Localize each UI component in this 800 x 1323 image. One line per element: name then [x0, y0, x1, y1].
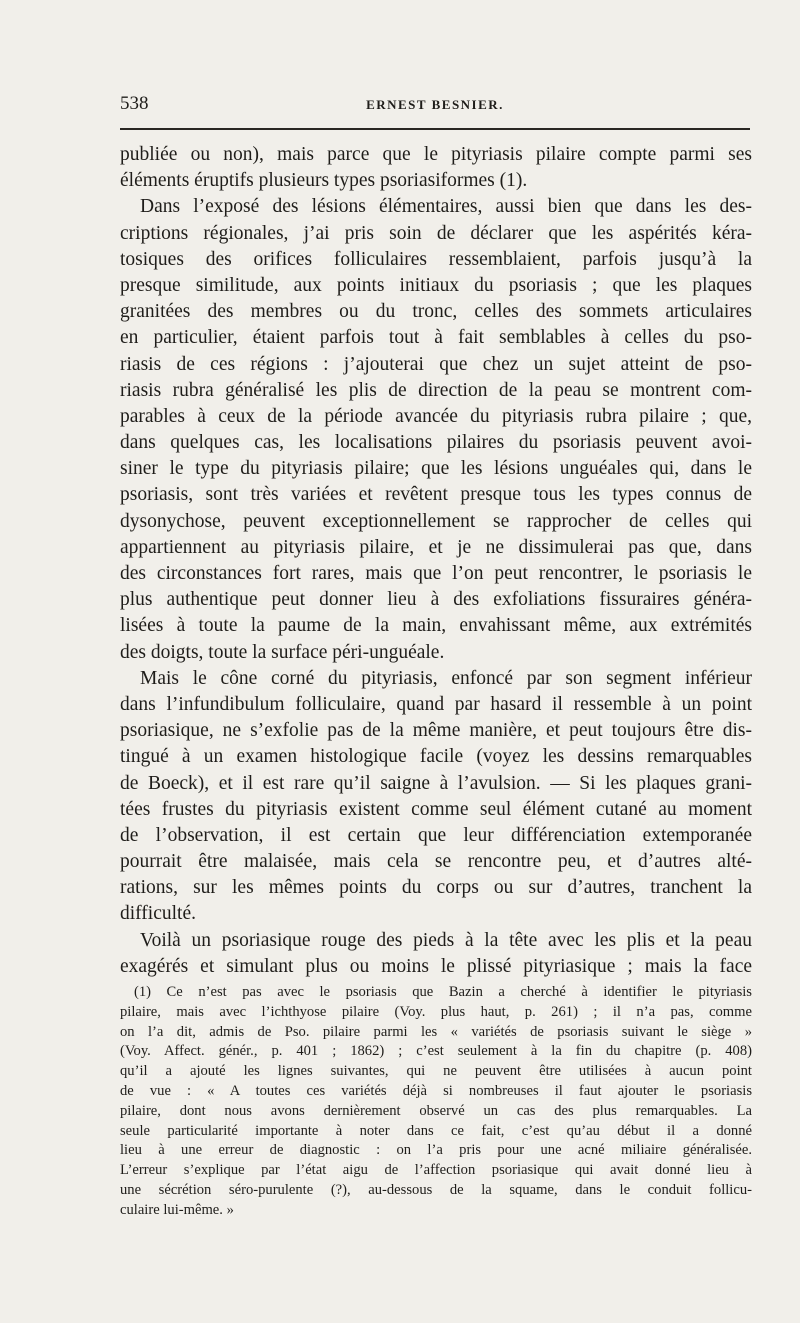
text-line: tingué à un examen histologique facile (voyez les dessins remarquables	[120, 746, 752, 768]
text-line: psoriasis, sont très variées et revêtent presque tous les types connus de	[120, 484, 752, 506]
footnote-line: L’erreur s’explique par l’état aigu de l’affection psoriasique qui avait donné lieu à	[120, 1162, 752, 1179]
footnote-line: seule particularité importante à noter dans ce fait, c’est qu’au début il a donné	[120, 1122, 752, 1139]
text-line: lisées à toute la paume de la main, envahissant même, aux extrémités	[120, 615, 752, 637]
text-line: tées frustes du pityriasis existent comme seul élément cutané au moment	[120, 798, 752, 820]
text-line: psoriasique, ne s’exfolie pas de la même manière, et peut toujours être dis-	[120, 720, 752, 742]
footnote-line: lieu à une erreur de diagnostic : on l’a pris pour une acné miliaire généralisée.	[120, 1142, 752, 1159]
text-line: pourrait être malaisée, mais cela se rencontre peu, et d’autres alté-	[120, 851, 752, 873]
footnote-line: pilaire, mais avec l’ichthyose pilaire (Voy. plus haut, p. 261) ; il n’a pas, comme	[120, 1003, 752, 1020]
text-line: plus authentique peut donner lieu à des exfoliations fissuraires généra-	[120, 589, 752, 611]
text-line: criptions régionales, j’ai pris soin de déclarer que les aspérités kéra-	[120, 222, 752, 244]
text-line: dans quelques cas, les localisations pilaires du psoriasis peuvent avoi-	[120, 432, 752, 454]
text-line: des circonstances fort rares, mais que l’on peut rencontrer, le psoriasis le	[120, 563, 752, 584]
text-line: rations, sur les mêmes points du corps ou sur d’autres, tranchent la	[120, 877, 752, 899]
page-header	[120, 93, 750, 119]
text-line: éléments éruptifs plusieurs types psoriasiformes (1).	[120, 170, 528, 192]
footnote-line: qu’il a ajouté les lignes suivantes, qui ne peuvent être utilisées à aucun point	[120, 1063, 752, 1080]
text-line: de l’observation, il est certain que leur différenciation extemporanée	[120, 824, 752, 846]
text-line: de Boeck), et il est rare qu’il saigne à l’avulsion. — Si les plaques grani-	[120, 772, 752, 794]
text-line: exagérés et simulant plus ou moins le plissé pityriasique ; mais la face	[120, 955, 752, 977]
text-line: Dans l’exposé des lésions élémentaires, aussi bien que dans les des-	[140, 196, 752, 218]
body-text	[120, 142, 752, 980]
text-line: riasis de ces régions : j’ajouterai que chez un sujet atteint de pso-	[120, 353, 752, 375]
text-line: publiée ou non), mais parce que le pityriasis pilaire compte parmi ses	[120, 144, 752, 165]
text-line: difficulté.	[120, 903, 196, 925]
text-line: en particulier, étaient parfois tout à fait semblables à celles du pso-	[120, 327, 752, 349]
text-line: parables à ceux de la période avancée du pityriasis rubra pilaire ; que,	[120, 405, 752, 427]
page-number: 538	[120, 93, 149, 114]
footnote-line: culaire lui-même. »	[120, 1201, 234, 1218]
text-line: des doigts, toute la surface péri-unguéale.	[120, 641, 445, 663]
text-line: appartiennent au pityriasis pilaire, et je ne dissimulerai pas que, dans	[120, 536, 752, 558]
text-line: tosiques des orifices folliculaires ressemblaient, parfois jusqu’à la	[120, 248, 752, 270]
running-head: ERNEST BESNIER.	[366, 97, 504, 112]
text-line: granitées des membres ou du tronc, celles des sommets articulaires	[120, 301, 752, 323]
footnote-line: une sécrétion séro-purulente (?), au-dessous de la squame, dans le conduit follicu-	[120, 1181, 752, 1198]
footnote-line: (Voy. Affect. génér., p. 401 ; 1862) ; c’est seulement à la fin du chapitre (p. 408)	[120, 1043, 752, 1060]
text-line: dysonychose, peuvent exceptionnellement se rapprocher de celles qui	[120, 510, 752, 532]
text-line: presque similitude, aux points initiaux du psoriasis ; que les plaques	[120, 274, 752, 296]
footnote-line: pilaire, dont nous avons dernièrement observé un cas des plus remarquables. La	[120, 1102, 752, 1119]
text-line: Mais le cône corné du pityriasis, enfoncé par son segment inférieur	[140, 667, 752, 689]
footnote-line: de vue : « A toutes ces variétés déjà si nombreuses il faut ajouter le psoriasis	[120, 1082, 752, 1099]
text-line: Voilà un psoriasique rouge des pieds à la tête avec les plis et la peau	[140, 929, 752, 951]
text-line: siner le type du pityriasis pilaire; que les lésions unguéales qui, dans le	[120, 458, 752, 480]
footnotes	[120, 983, 752, 1221]
footnote-line: (1) Ce n’est pas avec le psoriasis que Bazin a cherché à identifier le pityriasis	[134, 984, 752, 1000]
header-rule	[120, 128, 750, 130]
footnote-line: on l’a dit, admis de Pso. pilaire parmi les « variétés de psoriasis suivant le siège »	[120, 1023, 752, 1040]
text-line: riasis rubra généralisé les plis de direction de la peau se montrent com-	[120, 379, 752, 401]
text-line: dans l’infundibulum folliculaire, quand par hasard il ressemble à un point	[120, 693, 752, 715]
